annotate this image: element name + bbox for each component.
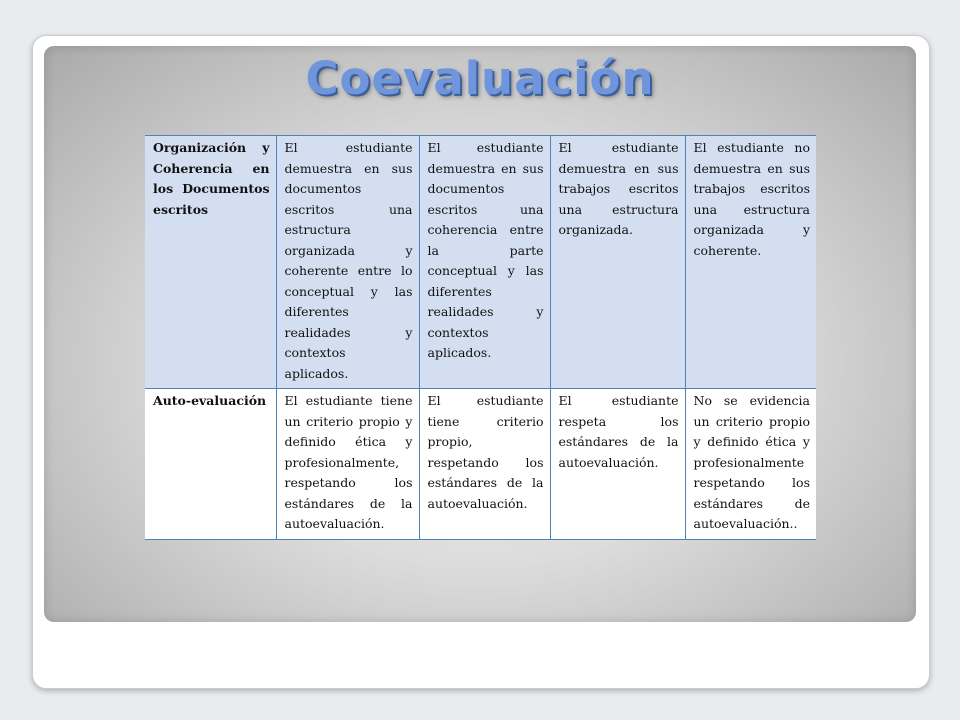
table-row bbox=[145, 389, 816, 540]
level-cell: No se evidencia un criterio propio y definido ética y profesionalmente respetando los estándares de autoevaluación.. bbox=[685, 389, 816, 540]
level-cell: El estudiante tiene un criterio propio y definido ética y profesionalmente, respetando los estándares de la autoevaluación. bbox=[276, 389, 419, 540]
criterion-cell: Auto-evaluación bbox=[145, 389, 276, 540]
level-cell: El estudiante tiene criterio propio, respetando los estándares de la autoevaluación. bbox=[419, 389, 550, 540]
slide-title: Coevaluación bbox=[305, 52, 655, 105]
level-cell: El estudiante demuestra en sus trabajos escritos una estructura organizada. bbox=[550, 136, 685, 389]
table-row bbox=[145, 136, 816, 389]
rubric-table bbox=[145, 135, 816, 540]
level-cell: El estudiante demuestra en sus documentos escritos una estructura organizada y coherente entre lo conceptual y las diferentes realidades y contextos aplicados. bbox=[276, 136, 419, 389]
level-cell: El estudiante no demuestra en sus trabajos escritos una estructura organizada y coherente. bbox=[685, 136, 816, 389]
level-cell: El estudiante respeta los estándares de la autoevaluación. bbox=[550, 389, 685, 540]
criterion-cell: Organización y Coherencia en los Documentos escritos bbox=[145, 136, 276, 389]
level-cell: El estudiante demuestra en sus documentos escritos una coherencia entre la parte conceptual y las diferentes realidades y contextos aplicados. bbox=[419, 136, 550, 389]
